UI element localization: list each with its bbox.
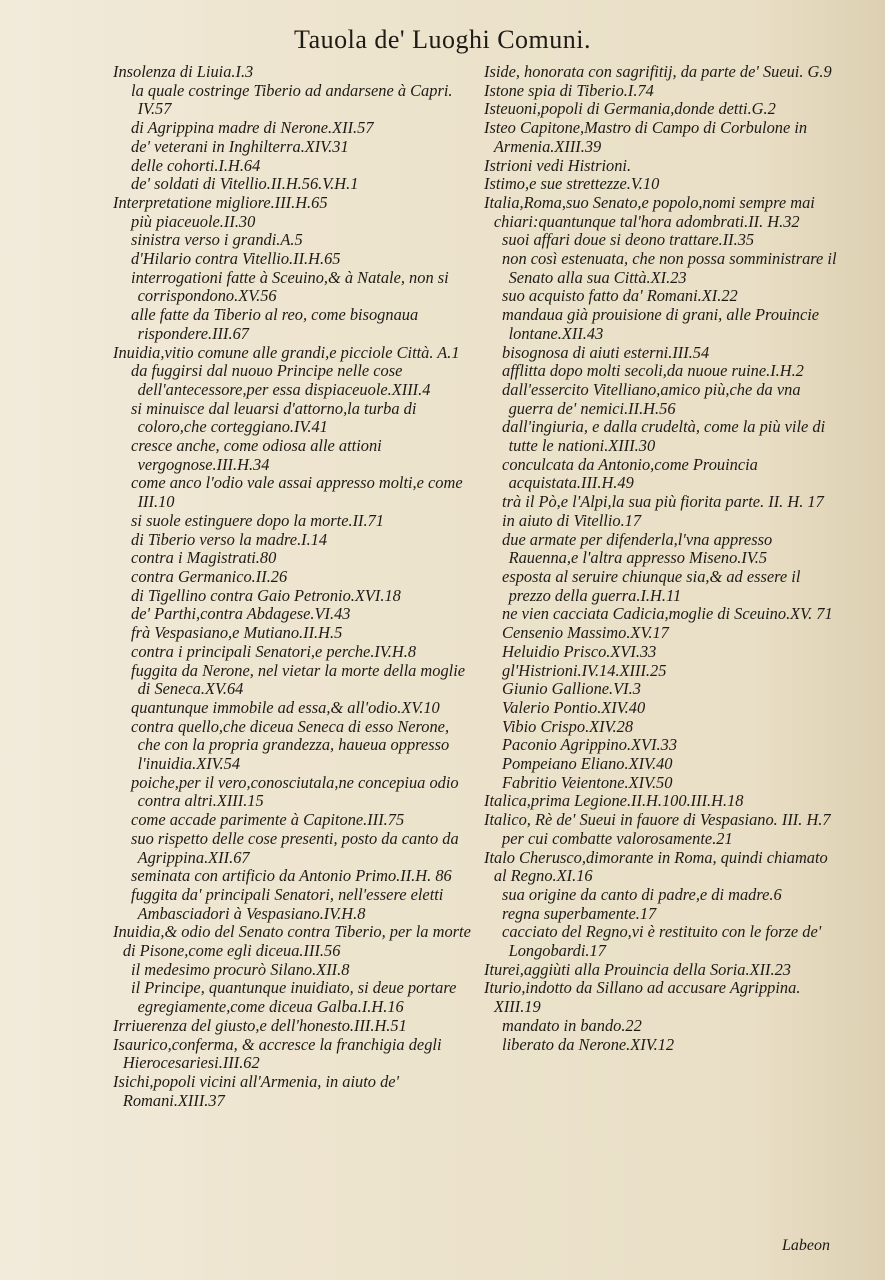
index-subentry: in aiuto di Vitellio.17 bbox=[502, 510, 642, 530]
index-subentry: suoi affari doue si deono trattare.II.35 bbox=[502, 230, 755, 250]
index-subentry: per cui combatte valorosamente.21 bbox=[502, 828, 733, 848]
catchword: Labeon bbox=[782, 1237, 830, 1254]
index-subentry: interrogationi fatte à Sceuino,& à Natale, non si corrispondono.XV.56 bbox=[131, 267, 449, 306]
index-subentry: come accade parimente à Capitone.III.75 bbox=[131, 810, 405, 830]
index-subentry: frà Vespasiano,e Mutiano.II.H.5 bbox=[131, 623, 343, 643]
index-subentry: cresce anche, come odiosa alle attioni vergognose.III.H.34 bbox=[131, 436, 382, 474]
index-subentry: sua origine da canto di padre,e di madre.6 bbox=[502, 884, 782, 904]
index-subentry: de' soldati di Vitellio.II.H.56.V.H.1 bbox=[131, 174, 359, 194]
index-subentry: esposta al seruire chiunque sia,& ad essere il prezzo della guerra.I.H.11 bbox=[502, 566, 801, 605]
index-subentry: fuggita da Nerone, nel vietar la morte della moglie di Seneca.XV.64 bbox=[131, 660, 466, 699]
index-subentry: cacciato del Regno,vi è restituito con le forze de' Longobardi.17 bbox=[502, 922, 822, 961]
index-entry: Inuidia,& odio del Senato contra Tiberio, per la morte di Pisone,come egli diceua.III.56 bbox=[113, 922, 471, 961]
index-entry: Iturei,aggiùti alla Prouincia della Soria.XII.23 bbox=[484, 959, 791, 979]
index-subentry: si minuisce dal leuarsi d'attorno,la turba di coloro,che corteggiano.IV.41 bbox=[131, 398, 417, 437]
index-entry: Istrioni vedi Histrioni. bbox=[484, 155, 632, 175]
index-subentry: Vibio Crispo.XIV.28 bbox=[502, 716, 634, 736]
index-subentry: quantunque immobile ad essa,& all'odio.XV.10 bbox=[131, 697, 440, 717]
index-entry: Italico, Rè de' Sueui in fauore di Vespasiano. III. H.7 bbox=[484, 810, 831, 830]
index-entry: Isteo Capitone,Mastro di Campo di Corbulone in Armenia.XIII.39 bbox=[484, 118, 808, 156]
index-entry: Inuidia,vitio comune alle grandi,e picciole Città. A.1 bbox=[113, 342, 460, 362]
index-subentry: come anco l'odio vale assai appresso molti,e come III.10 bbox=[131, 473, 463, 512]
index-subentry: gl'Histrioni.IV.14.XIII.25 bbox=[502, 660, 667, 680]
index-subentry: contra Germanico.II.26 bbox=[131, 566, 288, 586]
index-subentry: da fuggirsi dal nuouo Principe nelle cose dell'antecessore,per essa dispiaceuole.XIII.4 bbox=[131, 361, 431, 399]
index-column-right bbox=[484, 63, 842, 1210]
index-subentry: si suole estinguere dopo la morte.II.71 bbox=[131, 510, 385, 530]
index-subentry: Paconio Agrippino.XVI.33 bbox=[502, 735, 678, 755]
index-subentry: Censenio Massimo.XV.17 bbox=[502, 623, 669, 643]
index-subentry: poiche,per il vero,conosciutala,ne concepiua odio contra altri.XIII.15 bbox=[131, 772, 459, 811]
index-subentry: d'Hilario contra Vitellio.II.H.65 bbox=[131, 249, 341, 269]
index-subentry: Heluidio Prisco.XVI.33 bbox=[502, 641, 657, 661]
index-entry: Italo Cherusco,dimorante in Roma, quindi chiamato al Regno.XI.16 bbox=[484, 847, 828, 886]
index-subentry: mandato in bando.22 bbox=[502, 1015, 642, 1035]
index-subentry: di Tiberio verso la madre.I.14 bbox=[131, 529, 328, 549]
index-subentry: più piaceuole.II.30 bbox=[131, 211, 256, 231]
index-entry: Iturio,indotto da Sillano ad accusare Agrippina. XIII.19 bbox=[484, 978, 801, 1017]
index-entry: Italica,prima Legione.II.H.100.III.H.18 bbox=[484, 791, 744, 811]
index-entry: Interpretatione migliore.III.H.65 bbox=[113, 192, 328, 212]
index-subentry: Valerio Pontio.XIV.40 bbox=[502, 697, 646, 717]
index-subentry: conculcata da Antonio,come Prouincia acquistata.III.H.49 bbox=[502, 454, 758, 493]
index-subentry: non così estenuata, che non possa somministrare il Senato alla sua Città.XI.23 bbox=[502, 249, 837, 287]
index-entry: Insolenza di Liuia.I.3 bbox=[113, 62, 254, 81]
index-subentry: afflitta dopo molti secoli,da nuoue ruine.I.H.2 bbox=[502, 361, 804, 381]
index-subentry: seminata con artificio da Antonio Primo.II.H. 86 bbox=[131, 866, 452, 886]
index-entry: Isichi,popoli vicini all'Armenia, in aiuto de' Romani.XIII.37 bbox=[113, 1071, 400, 1110]
index-entry: Istimo,e sue strettezze.V.10 bbox=[484, 174, 660, 194]
index-subentry: mandaua già prouisione di grani, alle Prouincie lontane.XII.43 bbox=[502, 305, 820, 343]
index-subentry: Giunio Gallione.VI.3 bbox=[502, 679, 641, 699]
index-subentry: il medesimo procurò Silano.XII.8 bbox=[131, 959, 350, 979]
index-subentry: due armate per difenderla,l'vna appresso Rauenna,e l'altra appresso Miseno.IV.5 bbox=[502, 529, 773, 568]
index-subentry: suo acquisto fatto da' Romani.XI.22 bbox=[502, 286, 738, 306]
index-column-left bbox=[113, 63, 475, 1210]
index-subentry: sinistra verso i grandi.A.5 bbox=[131, 230, 303, 250]
index-subentry: il Principe, quantunque inuidiato, si deue portare egregiamente,come diceua Galba.I.H.16 bbox=[131, 978, 457, 1017]
index-subentry: fuggita da' principali Senatori, nell'essere eletti Ambasciadori à Vespasiano.IV.H.8 bbox=[131, 884, 444, 923]
index-entry: Isteuoni,popoli di Germania,donde detti.G.2 bbox=[484, 99, 776, 119]
index-subentry: trà il Pò,e l'Alpi,la sua più fiorita parte. II. H. 17 bbox=[502, 492, 824, 512]
index-subentry: de' veterani in Inghilterra.XIV.31 bbox=[131, 136, 349, 156]
index-subentry: de' Parthi,contra Abdagese.VI.43 bbox=[131, 604, 351, 624]
index-entry: Iside, honorata con sagrifitij, da parte de' Sueui. G.9 bbox=[484, 62, 832, 81]
index-subentry: contra i Magistrati.80 bbox=[131, 548, 277, 568]
index-subentry: delle cohorti.I.H.64 bbox=[131, 155, 261, 175]
page-title: Tauola de' Luoghi Comuni. bbox=[294, 25, 591, 54]
index-entry: Isaurico,conferma, & accresce la franchigia degli Hierocesariesi.III.62 bbox=[113, 1034, 442, 1073]
index-subentry: dall'essercito Vitelliano,amico più,che da vna guerra de' nemici.II.H.56 bbox=[502, 379, 801, 418]
index-subentry: regna superbamente.17 bbox=[502, 903, 657, 923]
index-subentry: dall'ingiuria, e dalla crudeltà, come la più vile di tutte le nationi.XIII.30 bbox=[502, 417, 826, 456]
index-subentry: contra quello,che diceua Seneca di esso Nerone, che con la propria grandezza, haueua oppresso l'inuidia.XIV.54 bbox=[131, 716, 450, 774]
index-subentry: di Agrippina madre di Nerone.XII.57 bbox=[131, 118, 374, 138]
index-subentry: di Tigellino contra Gaio Petronio.XVI.18 bbox=[131, 585, 401, 605]
index-subentry: liberato da Nerone.XIV.12 bbox=[502, 1034, 675, 1054]
index-entry: Istone spia di Tiberio.I.74 bbox=[484, 80, 654, 100]
index-subentry: contra i principali Senatori,e perche.IV.H.8 bbox=[131, 641, 417, 661]
index-entry: Irriuerenza del giusto,e dell'honesto.III.H.51 bbox=[113, 1015, 407, 1035]
index-subentry: ne vien cacciata Cadicia,moglie di Sceuino.XV. 71 bbox=[502, 604, 833, 624]
index-subentry: Pompeiano Eliano.XIV.40 bbox=[502, 754, 673, 774]
index-subentry: la quale costringe Tiberio ad andarsene à Capri. IV.57 bbox=[131, 80, 453, 119]
index-subentry: suo rispetto delle cose presenti, posto da canto da Agrippina.XII.67 bbox=[131, 828, 459, 867]
index-subentry: bisognosa di aiuti esterni.III.54 bbox=[502, 342, 710, 362]
index-subentry: alle fatte da Tiberio al reo, come bisognaua rispondere.III.67 bbox=[131, 305, 419, 343]
index-entry: Italia,Roma,suo Senato,e popolo,nomi sempre mai chiari:quantunque tal'hora adombrati.II. H.32 bbox=[484, 192, 815, 231]
index-subentry: Fabritio Veientone.XIV.50 bbox=[502, 772, 673, 792]
